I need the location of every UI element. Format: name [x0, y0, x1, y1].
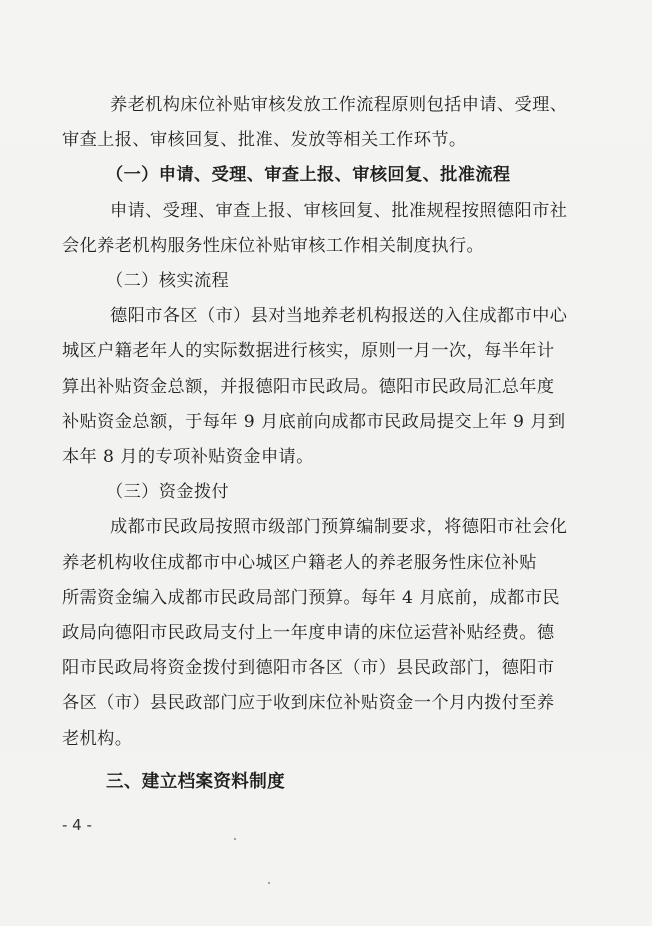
- paragraph-line: 审查上报、审核回复、批准、发放等相关工作环节。: [62, 130, 467, 151]
- paragraph-line: 各区（市）县民政部门应于收到床位补贴资金一个月内拨付至养: [62, 693, 555, 714]
- paragraph-line: 所需资金编入成都市民政局部门预算。每年 4 月底前，成都市民: [62, 587, 560, 608]
- subheading-application-process: （一）申请、受理、审查上报、审核回复、批准流程: [106, 165, 511, 186]
- subheading-verification-process: （二）核实流程: [106, 271, 230, 291]
- paragraph-line: 本年 8 月的专项补贴资金申请。: [62, 447, 314, 467]
- paragraph-line: 老机构。: [62, 728, 133, 749]
- scan-speck: [268, 882, 270, 884]
- paragraph-line: 城区户籍老年人的实际数据进行核实，原则一月一次，每半年计: [62, 341, 555, 362]
- paragraph-line: 算出补贴资金总额，并报德阳市民政局。德阳市民政局汇总年度: [62, 376, 555, 397]
- page-number: - 4 -: [62, 816, 92, 834]
- subheading-fund-allocation: （三）资金拨付: [106, 482, 230, 503]
- paragraph-line: 德阳市各区（市）县对当地养老机构报送的入住成都市中心: [110, 306, 568, 327]
- paragraph-line: 补贴资金总额，于每年 9 月底前向成都市民政局提交上年 9 月到: [62, 411, 566, 432]
- paragraph-line: 会化养老机构服务性床位补贴审核工作相关制度执行。: [62, 235, 485, 256]
- scan-speck: [234, 838, 236, 840]
- paragraph-line: 养老机构收住成都市中心城区户籍老人的养老服务性床位补贴: [62, 552, 537, 573]
- paragraph-line: 成都市民政局按照市级部门预算编制要求，将德阳市社会化: [110, 517, 568, 538]
- section-heading-archive-system: 三、建立档案资料制度: [106, 771, 285, 792]
- paragraph-line: 政局向德阳市民政局支付上一年度申请的床位运营补贴经费。德: [62, 623, 555, 643]
- paragraph-line: 养老机构床位补贴审核发放工作流程原则包括申请、受理、: [110, 95, 568, 115]
- paragraph-line: 阳市民政局将资金拨付到德阳市各区（市）县民政部门，德阳市: [62, 658, 555, 679]
- paragraph-line: 申请、受理、审查上报、审核回复、批准规程按照德阳市社: [110, 200, 568, 221]
